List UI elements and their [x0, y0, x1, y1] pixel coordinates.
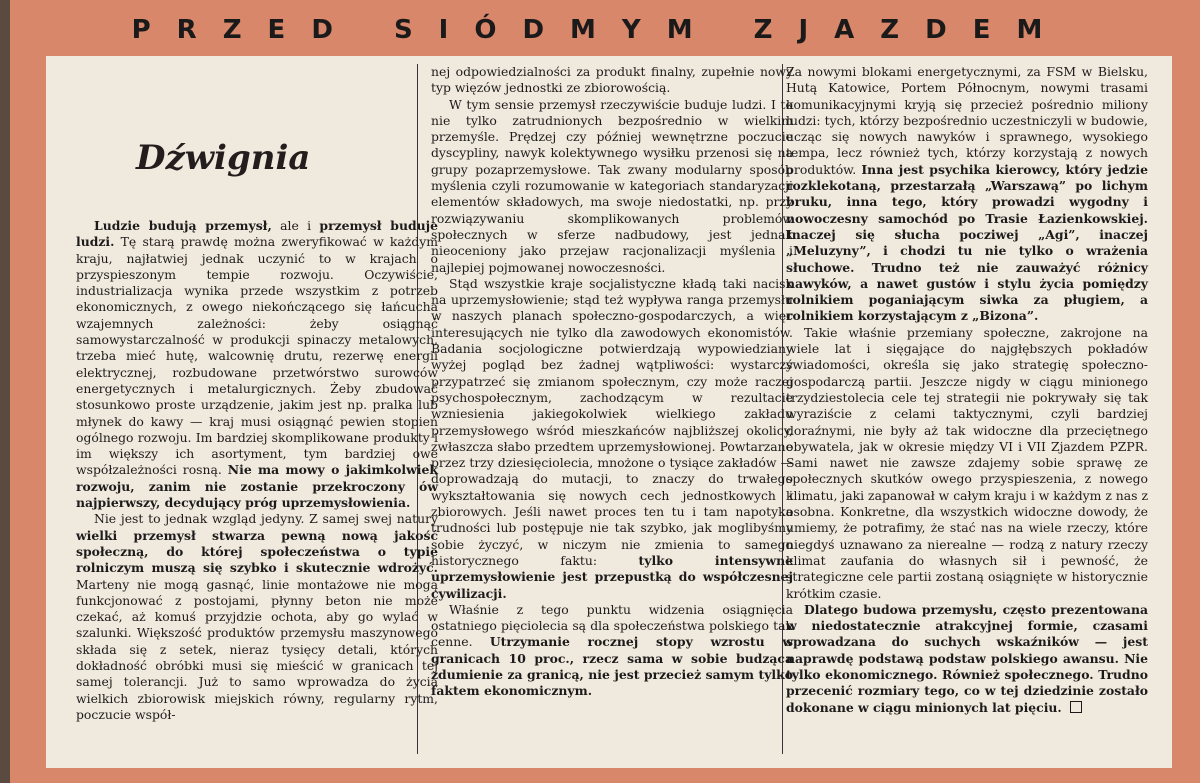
- paragraph: [431, 602, 793, 700]
- paragraph: W tym sensie przemysł rzeczywiście buduje ludzi. I to nie tylko zatrudnionych bezpośrednio w wielkim przemyśle. Prędzej czy później wewnętrzne poczucie dyscypliny, nawyk kolektywnego wysiłku przenosi się na grupy pozaprzemysłowe. Tak zwany modularny sposób myślenia czyli rozumowanie w kategoriach standaryzacji elementów składowych, ma swoje niedostatki, np. przy rozwiązywaniu skomplikowanych problemów społecznych w sferze nadbudowy, jest jednak nieoceniony jako przejaw racjonalizacji myślenia i najlepiej pojmowanej nowoczesności.: [431, 96, 793, 275]
- text: Tę starą prawdę można zweryfikować w każdym kraju, najłatwiej jednak uczynić to w krajach o przyspieszonym tempie rozwoju. Oczywiście, industrializacja wynika przede wszystkim z potrzeb ekonomicznych, z owego niekończącego się łańcucha wzajemnych zależności: żeby osiągnąć samowystarczalność w produkcji spinaczy metalowych, trzeba mieć hutę, walcownię drutu, rezerwę energii elektrycznej, rozbudowane przetwórstwo surowców energetycznych i metalurgicznych. Żeby zbudować stosunkowo proste urządzenie, jakim jest np. pralka lub młynek do kawy — kraj musi osiągnąć pewien stopień ogólnego rozwoju. Im bardziej skomplikowane produkty i im większy ich asortyment, tym bardziej owe współzależności rosną.: [76, 234, 438, 478]
- bold-text: Nie ma mowy o jakimkolwiek rozwoju, zanim nie zostanie przekroczony ów najpierwszy, decydujący próg uprzemysłowienia.: [76, 462, 438, 511]
- end-of-article-square-icon: [1070, 701, 1082, 713]
- bold-text: Inna jest psychika kierowcy, który jedzie rozklekotaną, przestarzałą „Warszawą” po lichym bruku, inna tego, który prowadzi wygodny i nowoczesny samochód po Trasie Łazienkowskiej. Inaczej się słucha pocziwej „Agi”, inaczej „Meluzyny”, i chodzi tu nie tylko o wrażenia słuchowe. Trudno też nie zauważyć różnicy nawyków, a nawet gustów i stylu życia pomiędzy rolnikiem poganiającym siwka za pługiem, a rolnikiem korzystającym z „Bizona”.: [786, 161, 1149, 324]
- paragraph: [76, 218, 438, 511]
- article-title: Dźwignia: [136, 138, 311, 178]
- text: ale i: [271, 218, 320, 233]
- article-column-3: [786, 64, 1148, 716]
- text: Nie jest to jednak wzgląd jedyny. Z samej swej natury: [94, 511, 438, 527]
- article-column-1: [76, 64, 438, 723]
- text: Stąd wszystkie kraje socjalistyczne kładą taki nacisk na uprzemysłowienie; stąd też wypływa ranga przemysłu w naszych planach społeczno-gospodarczych, a więc interesujących nie tylko dla zawodowych ekonomistów. Badania socjologiczne potwierdzają wypowiedziany wyżej pogląd bez żadnej wątpliwości: wystarczy przypatrzeć się zmianom społecznym, czy może raczej psychospołecznym, zachodzącym w rezultacie wzniesienia jakiegokolwiek wielkiego zakładu przemysłowego wśród mieszkańców najbliższej okolicy, zwłaszcza słabo przedtem uprzemysłowionej. Powtarzane przez trzy dziesięciolecia, mnożone o tysiące zakładów — doprowadzają do mutacji, to znaczy do trwałego wykształtowania się nowych cech jednostkowych i zbiorowych. Jeśli nawet proces ten tu i tam napotyka trudności lub postępuje nie tak szybko, jak moglibyśmy sobie życzyć, w niczym nie zmienia to samego historycznego faktu:: [431, 275, 793, 568]
- paragraph: nej odpowiedzialności za produkt finalny, zupełnie nowy typ więzów jednostki ze zbiorowością.: [431, 64, 793, 96]
- text: Marteny nie mogą gasnąć, linie montażowe nie mogą funkcjonować z postojami, płynny beton nie może czekać, aż komuś przyjdzie ochota, aby go wylać w szalunki. Większość produktów przemysłu maszynowego składa się z setek, nieraz tysięcy detali, których dokładność obróbki musi się mieścić w granicach tej samej tolerancji. Już to samo wprowadza do życia wielkich zbiorowisk miejskich równy, regularny rytm, poczucie współ-: [76, 576, 438, 722]
- article-sheet: [46, 56, 1172, 768]
- paragraph: [76, 511, 438, 723]
- bold-text: Ludzie budują przemysł,: [94, 218, 272, 233]
- bold-text: tylko intensywne uprzemysłowienie jest przepustką do współczesnej cywilizacji.: [431, 552, 793, 601]
- paragraph: Takie właśnie przemiany społeczne, zakrojone na wiele lat i sięgające do najgłębszych pokładów świadomości, określa się jako strategię społeczno-gospodarczą partii. Jeszcze nigdy w ciągu minionego trzydziestolecia cele tej strategii nie pokrywały się tak wyraziście z celami taktycznymi, czyli bardziej doraźnymi, nie były aż tak widoczne dla przeciętnego obywatela, jak w okresie między VI i VII Zjazdem PZPR. Sami nawet nie zawsze zdajemy sobie sprawę ze społecznych skutków owego przyspieszenia, z nowego klimatu, jaki zapanował w całym kraju i w każdym z nas z osobna. Konkretne, dla wszystkich widoczne dowody, że umiemy, że potrafimy, że stać nas na wiele rzeczy, które niegdyś uznawano za nierealne — rodzą z natury rzeczy klimat zaufania do własnych sił i pewność, że strategiczne cele partii zostaną osiągnięte w historycznie krótkim czasie.: [786, 324, 1148, 601]
- bold-text: wielki przemysł stwarza pewną nową jakość społeczną, do której społeczeństwa o typie rolniczym muszą się szybko i skutecznie wdrożyć.: [76, 527, 438, 576]
- section-banner: PRZED SIÓDMYM ZJAZDEM: [131, 15, 1069, 45]
- text: Właśnie z tego punktu widzenia osiągnięcia ostatniego pięciolecia są dla społeczeństwa polskiego tak cenne.: [431, 601, 793, 650]
- paragraph: [786, 64, 1148, 325]
- text: Za nowymi blokami energetycznymi, za FSM w Bielsku, Hutą Katowice, Portem Północnym, nowymi trasami komunikacyjnymi kryją się przecież pośrednio miliony ludzi: tych, którzy bezpośrednio uczestniczyli w budowie, ucząc się nowych nawyków i sprawnego, wysokiego tempa, lecz również tych, którzy korzystają z nowych produktów.: [786, 64, 1148, 177]
- bold-text: Utrzymanie rocznej stopy wzrostu w granicach 10 proc., rzecz sama w sobie budząca zdumienie za granicą, nie jest przecież samym tylko faktem ekonomicznym.: [431, 634, 793, 699]
- paragraph: [786, 602, 1148, 716]
- bold-text: przemysł buduje ludzi.: [76, 218, 438, 250]
- page-edge-shadow: [0, 0, 10, 783]
- paragraph: [431, 276, 793, 602]
- article-column-2: [431, 64, 793, 700]
- bold-text: Dlatego budowa przemysłu, często prezentowana w niedostatecznie atrakcyjnej formie, czasami sprowadzana do suchych wskaźników — jest naprawdę podstawą podstaw polskiego awansu. Nie tylko ekonomicznego. Również społecznego. Trudno przecenić rozmiary tego, co w tej dziedzinie zostało dokonane w ciągu minionych lat pięciu.: [786, 601, 1148, 715]
